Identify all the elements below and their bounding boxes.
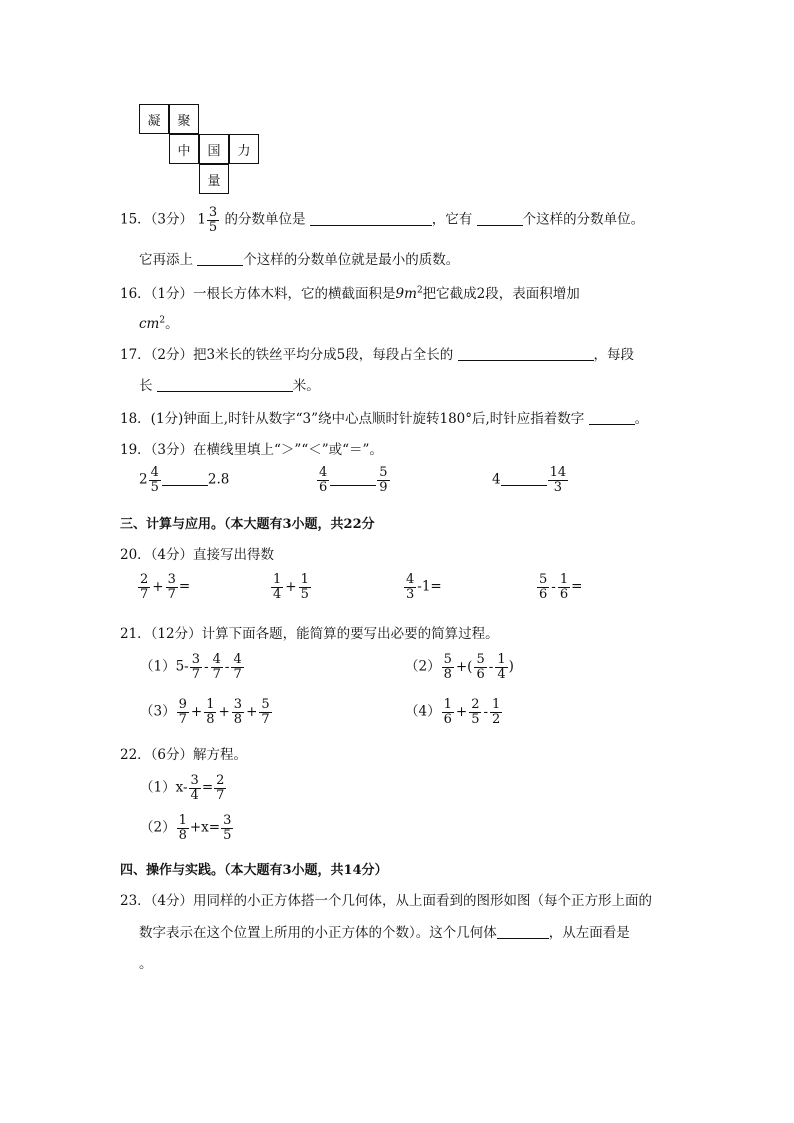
fraction: $\frac{1}{6}$: [443, 697, 452, 727]
fraction: $\frac{3}{5}$: [223, 813, 232, 843]
question-text: 21．（12分）计算下面各题，能简算的要写出必要的简算过程。: [120, 626, 499, 642]
answer-blank[interactable]: [589, 410, 635, 425]
question-text: 把它截成2段，表面积增加: [422, 286, 580, 302]
fraction: $\frac{1}{4}$: [497, 652, 506, 682]
fraction: $\frac{5}{9}$: [379, 465, 388, 495]
fraction: $\frac{1}{2}$: [492, 697, 501, 727]
section-4-heading: 四、操作与实践。（本大题有3小题，共14分）: [120, 863, 388, 878]
fraction: $\frac{9}{7}$: [178, 697, 187, 727]
mixed-whole: 1: [197, 211, 206, 228]
expression-20-4: $\frac{5}{6}$ - $\frac{1}{6}$ =: [539, 572, 583, 602]
answer-blank[interactable]: [458, 346, 594, 361]
fraction: $\frac{3}{5}$: [208, 205, 218, 235]
punctuation: 。: [139, 956, 153, 972]
answer-blank[interactable]: [330, 471, 376, 486]
question-text: 个这样的分数单位就是最小的质数。: [243, 252, 460, 268]
fraction: $\frac{3}{8}$: [233, 697, 243, 727]
question-16-line1: [120, 282, 580, 302]
question-17-line2: [139, 374, 320, 394]
question-22: [120, 743, 247, 763]
fraction: $\frac{4}{7}$: [212, 652, 221, 682]
answer-blank[interactable]: [310, 211, 432, 226]
area-value: 9: [395, 286, 405, 302]
question-text: 个这样的分数单位。: [522, 211, 645, 228]
fraction: $\frac{4}{5}$: [150, 465, 159, 495]
fraction: $\frac{5}{6}$: [476, 652, 485, 682]
question-16-line2: [139, 312, 179, 332]
calc-21-1: （1）5- $\frac{3}{7}$ - $\frac{4}{7}$ - $\frac{4}{7}$: [140, 652, 242, 682]
mixed-whole: 2: [139, 471, 148, 488]
question-21: [120, 622, 499, 642]
net-cell: 中: [169, 134, 199, 164]
calc-21-3: （3） $\frac{9}{7}$ + $\frac{1}{8}$ + $\frac{3}{8}$ + $\frac{5}{7}$: [140, 697, 270, 727]
fraction: $\frac{4}{3}$: [406, 572, 415, 602]
question-20: [120, 543, 274, 563]
area-unit: m: [404, 286, 417, 302]
fraction: $\frac{2}{7}$: [140, 572, 149, 602]
question-text: 长: [139, 378, 153, 394]
calc-21-2: （2） $\frac{5}{8}$ +( $\frac{5}{6}$ - $\frac{1}{4}$ ): [405, 652, 514, 682]
question-15-line2: [139, 248, 459, 268]
question-text: 23．（4分）用同样的小正方体搭一个几何体，从上面看到的图形如图（每个正方形上面的: [120, 893, 653, 909]
fraction: $\frac{5}{6}$: [539, 572, 548, 602]
unit: cm: [139, 316, 160, 332]
fraction: $\frac{3}{7}$: [191, 652, 201, 682]
fraction: $\frac{1}{4}$: [273, 572, 282, 602]
expression-20-1: $\frac{2}{7}$ + $\frac{3}{7}$ =: [140, 572, 191, 602]
fraction: $\frac{14}{3}$: [549, 465, 567, 495]
punctuation: 。: [165, 316, 179, 332]
question-text: ，它有: [431, 211, 473, 228]
question-23-line1: [120, 889, 652, 909]
exponent: 2: [159, 315, 166, 326]
fraction: $\frac{3}{7}$: [167, 572, 176, 602]
answer-blank[interactable]: [497, 924, 549, 939]
question-23-line2: [139, 921, 630, 941]
net-cell: 凝: [139, 104, 169, 134]
answer-blank[interactable]: [477, 211, 523, 226]
question-23-line3: [139, 952, 153, 972]
answer-blank[interactable]: [162, 471, 208, 486]
number: 4: [492, 471, 501, 488]
net-cell: 量: [199, 164, 229, 194]
question-text: 数字表示在这个位置上所用的小正方体的个数）。这个几何体: [139, 925, 497, 941]
equation-22-2: （2） $\frac{1}{8}$ +x= $\frac{3}{5}$: [140, 813, 232, 843]
calc-21-4: （4） $\frac{1}{6}$ + $\frac{2}{5}$ - $\frac{1}{2}$: [405, 697, 501, 727]
expression-20-3: $\frac{4}{3}$ -1=: [406, 572, 442, 602]
question-15-line1: [120, 206, 644, 234]
fraction: $\frac{1}{8}$: [206, 697, 215, 727]
fraction: $\frac{5}{8}$: [443, 652, 452, 682]
question-text: 22．（6分）解方程。: [120, 747, 248, 763]
question-text: 19．（3分）在横线里填上“＞”“＜”或“＝”。: [120, 442, 383, 458]
compare-1: [139, 466, 229, 494]
question-text: 18．(1分)钟面上,时针从数字“3”绕中心点顺时针旋转180°后,时针应指着数字: [120, 411, 585, 427]
question-text: ，每段: [593, 347, 634, 363]
fraction: $\frac{4}{7}$: [233, 652, 242, 682]
fraction: $\frac{4}{6}$: [319, 465, 328, 495]
question-19: [120, 438, 383, 458]
question-text: 16．（1分）一根长方体木料，它的横截面积是: [120, 286, 396, 302]
exponent: 2: [416, 285, 423, 296]
answer-blank[interactable]: [157, 377, 293, 392]
question-text: 它再添上: [139, 252, 193, 268]
compare-3: [492, 466, 569, 494]
punctuation: 。: [634, 411, 649, 427]
question-number: 15．（3分）: [120, 211, 194, 228]
net-cell: 聚: [169, 104, 199, 134]
fraction: $\frac{1}{8}$: [178, 813, 187, 843]
compare-2: [316, 466, 391, 494]
question-text: 的分数单位是: [224, 211, 306, 228]
fraction: $\frac{2}{5}$: [471, 697, 480, 727]
section-3-heading: 三、计算与应用。（本大题有3小题，共22分: [120, 517, 375, 532]
question-text: 17．（2分）把3米长的铁丝平均分成5段，每段占全长的: [120, 347, 454, 363]
question-text: 20．（4分）直接写出得数: [120, 547, 275, 563]
fraction: $\frac{3}{4}$: [190, 773, 199, 803]
answer-blank[interactable]: [501, 471, 547, 486]
answer-blank[interactable]: [197, 251, 243, 266]
fraction: $\frac{5}{7}$: [261, 697, 270, 727]
fraction: $\frac{1}{5}$: [300, 572, 309, 602]
net-cell: 国: [199, 134, 229, 164]
net-cell: 力: [229, 134, 259, 164]
equation-22-1: （1）x- $\frac{3}{4}$ = $\frac{2}{7}$: [140, 773, 225, 803]
number: 2.8: [207, 471, 230, 488]
fraction: $\frac{1}{6}$: [559, 572, 569, 602]
question-text: ，从左面看是: [548, 925, 630, 941]
expression-20-2: $\frac{1}{4}$ + $\frac{1}{5}$: [273, 572, 309, 602]
question-18: [120, 407, 648, 427]
fraction: $\frac{2}{7}$: [216, 773, 225, 803]
question-text: 米。: [292, 378, 320, 394]
question-17-line1: [120, 343, 634, 363]
